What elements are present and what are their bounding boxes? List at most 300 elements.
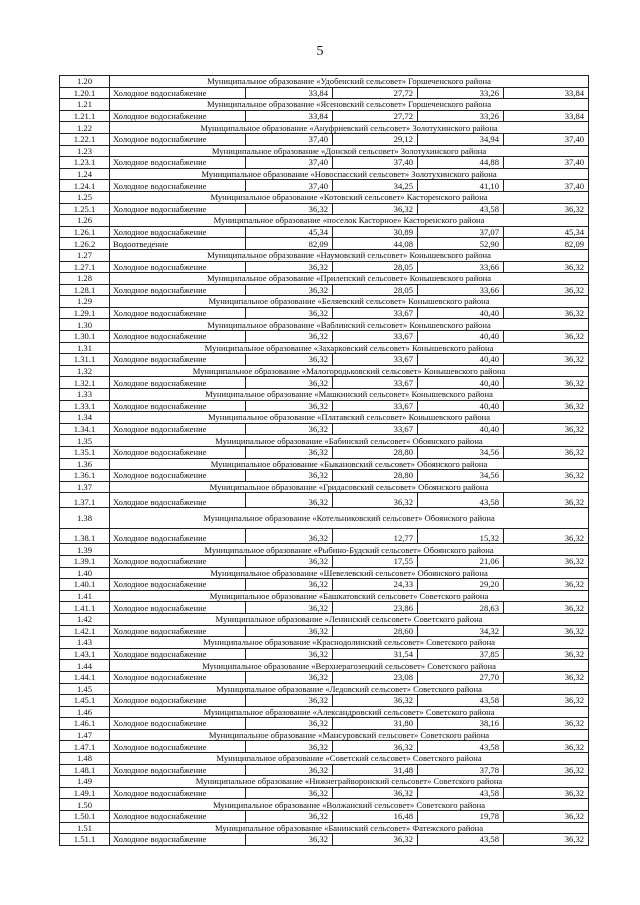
municipality-header-row xyxy=(60,637,589,649)
municipality-name-cell: Муниципальное образование «Машкинский сельсовет» Конышевского района xyxy=(110,389,589,401)
tariff-value-cell: 36,32 xyxy=(246,695,333,707)
row-number-cell: 1.26.2 xyxy=(60,238,110,250)
tariff-value-cell: 36,32 xyxy=(504,354,589,366)
service-name-cell: Холодное водоснабжение xyxy=(110,110,246,122)
tariff-row xyxy=(60,284,589,296)
municipality-header-row xyxy=(60,567,589,579)
tariff-value-cell: 43,58 xyxy=(418,741,504,753)
municipality-name-cell: Муниципальное образование «Платавский сельсовет» Конышевского района xyxy=(110,412,589,424)
municipality-header-row xyxy=(60,296,589,308)
municipality-header-row xyxy=(60,273,589,285)
tariff-value-cell: 28,05 xyxy=(333,261,418,273)
tariff-row xyxy=(60,787,589,799)
tariff-value-cell: 43,58 xyxy=(418,203,504,215)
row-number-cell: 1.30 xyxy=(60,319,110,331)
tariff-table xyxy=(59,75,589,846)
tariff-row xyxy=(60,625,589,637)
tariff-value-cell: 36,32 xyxy=(246,555,333,567)
tariff-row xyxy=(60,602,589,614)
municipality-name-cell: Муниципальное образование «Волжанский сельсовет» Советского района xyxy=(110,799,589,811)
tariff-value-cell: 36,32 xyxy=(246,811,333,823)
tariff-value-cell: 15,32 xyxy=(418,529,504,544)
tariff-value-cell: 23,08 xyxy=(333,671,418,683)
tariff-row xyxy=(60,470,589,482)
tariff-value-cell: 36,32 xyxy=(246,203,333,215)
municipality-header-row xyxy=(60,613,589,625)
tariff-value-cell: 23,86 xyxy=(333,602,418,614)
row-number-cell: 1.39.1 xyxy=(60,555,110,567)
row-number-cell: 1.29 xyxy=(60,296,110,308)
tariff-row xyxy=(60,331,589,343)
municipality-name-cell: Муниципальное образование «Бабинский сельсовет» Обоянского района xyxy=(110,435,589,447)
municipality-name-cell: Муниципальное образование «Котельниковский сельсовет» Обоянского района xyxy=(110,508,589,529)
municipality-name-cell: Муниципальное образование «Шевелевский сельсовет» Обоянского района xyxy=(110,567,589,579)
municipality-name-cell: Муниципальное образование «Наумовский сельсовет» Конышевского района xyxy=(110,249,589,261)
row-number-cell: 1.49.1 xyxy=(60,787,110,799)
row-number-cell: 1.20.1 xyxy=(60,87,110,99)
service-name-cell: Холодное водоснабжение xyxy=(110,226,246,238)
municipality-header-row xyxy=(60,660,589,672)
service-name-cell: Холодное водоснабжение xyxy=(110,284,246,296)
service-name-cell: Холодное водоснабжение xyxy=(110,354,246,366)
service-name-cell: Холодное водоснабжение xyxy=(110,555,246,567)
row-number-cell: 1.25 xyxy=(60,191,110,203)
tariff-value-cell: 36,32 xyxy=(504,284,589,296)
service-name-cell: Холодное водоснабжение xyxy=(110,157,246,169)
municipality-header-row xyxy=(60,319,589,331)
row-number-cell: 1.49 xyxy=(60,776,110,788)
tariff-row xyxy=(60,764,589,776)
tariff-value-cell: 36,32 xyxy=(246,307,333,319)
municipality-name-cell: Муниципальное образование «Александровский сельсовет» Советского района xyxy=(110,706,589,718)
service-name-cell: Холодное водоснабжение xyxy=(110,579,246,591)
tariff-value-cell: 36,32 xyxy=(504,787,589,799)
row-number-cell: 1.20 xyxy=(60,76,110,88)
tariff-value-cell: 33,67 xyxy=(333,331,418,343)
tariff-value-cell: 36,32 xyxy=(504,470,589,482)
row-number-cell: 1.32 xyxy=(60,365,110,377)
municipality-header-row xyxy=(60,458,589,470)
tariff-value-cell: 36,32 xyxy=(504,307,589,319)
service-name-cell: Холодное водоснабжение xyxy=(110,493,246,508)
tariff-value-cell: 41,10 xyxy=(418,180,504,192)
row-number-cell: 1.28.1 xyxy=(60,284,110,296)
row-number-cell: 1.46.1 xyxy=(60,718,110,730)
municipality-name-cell: Муниципальное образование «Ясеновский сельсовет» Горшеченского района xyxy=(110,99,589,111)
tariff-row xyxy=(60,555,589,567)
row-number-cell: 1.23.1 xyxy=(60,157,110,169)
row-number-cell: 1.34.1 xyxy=(60,423,110,435)
tariff-value-cell: 36,32 xyxy=(504,671,589,683)
municipality-name-cell: Муниципальное образование «Удобенский сельсовет» Горшеченского района xyxy=(110,76,589,88)
tariff-value-cell: 43,58 xyxy=(418,834,504,846)
row-number-cell: 1.32.1 xyxy=(60,377,110,389)
tariff-value-cell: 33,66 xyxy=(418,284,504,296)
municipality-name-cell: Муниципальное образование «Ленинский сельсовет» Советского района xyxy=(110,613,589,625)
municipality-header-row xyxy=(60,99,589,111)
tariff-value-cell: 29,12 xyxy=(333,133,418,145)
tariff-value-cell: 36,32 xyxy=(246,529,333,544)
tariff-value-cell: 36,32 xyxy=(246,331,333,343)
row-number-cell: 1.23 xyxy=(60,145,110,157)
row-number-cell: 1.45 xyxy=(60,683,110,695)
service-name-cell: Холодное водоснабжение xyxy=(110,180,246,192)
row-number-cell: 1.31.1 xyxy=(60,354,110,366)
municipality-header-row xyxy=(60,215,589,227)
service-name-cell: Холодное водоснабжение xyxy=(110,602,246,614)
tariff-value-cell: 36,32 xyxy=(246,400,333,412)
tariff-value-cell: 40,40 xyxy=(418,307,504,319)
tariff-value-cell: 29,20 xyxy=(418,579,504,591)
tariff-value-cell: 36,32 xyxy=(246,787,333,799)
tariff-value-cell: 31,54 xyxy=(333,648,418,660)
tariff-value-cell: 44,08 xyxy=(333,238,418,250)
row-number-cell: 1.24.1 xyxy=(60,180,110,192)
page-number: 5 xyxy=(316,44,324,59)
tariff-value-cell: 34,94 xyxy=(418,133,504,145)
service-name-cell: Холодное водоснабжение xyxy=(110,718,246,730)
row-number-cell: 1.45.1 xyxy=(60,695,110,707)
service-name-cell: Холодное водоснабжение xyxy=(110,787,246,799)
row-number-cell: 1.43 xyxy=(60,637,110,649)
municipality-header-row xyxy=(60,729,589,741)
row-number-cell: 1.33.1 xyxy=(60,400,110,412)
tariff-value-cell: 36,32 xyxy=(504,579,589,591)
tariff-row xyxy=(60,579,589,591)
tariff-value-cell: 33,84 xyxy=(246,110,333,122)
tariff-value-cell: 36,32 xyxy=(504,261,589,273)
tariff-value-cell: 27,72 xyxy=(333,87,418,99)
municipality-name-cell: Муниципальное образование «Гридасовский сельсовет» Обоянского района xyxy=(110,481,589,493)
tariff-value-cell: 21,06 xyxy=(418,555,504,567)
tariff-row xyxy=(60,671,589,683)
municipality-header-row xyxy=(60,481,589,493)
tariff-row xyxy=(60,400,589,412)
tariff-value-cell: 36,32 xyxy=(246,470,333,482)
tariff-value-cell: 33,66 xyxy=(418,261,504,273)
row-number-cell: 1.40.1 xyxy=(60,579,110,591)
municipality-header-row xyxy=(60,544,589,556)
tariff-value-cell: 36,32 xyxy=(504,400,589,412)
tariff-row xyxy=(60,493,589,508)
municipality-name-cell: Муниципальное образование «Ледовский сельсовет» Советского района xyxy=(110,683,589,695)
tariff-value-cell: 28,80 xyxy=(333,470,418,482)
tariff-value-cell: 43,58 xyxy=(418,493,504,508)
tariff-value-cell: 37,85 xyxy=(418,648,504,660)
municipality-name-cell: Муниципальное образование «Ваблинский сельсовет» Конышевского района xyxy=(110,319,589,331)
tariff-value-cell: 30,89 xyxy=(333,226,418,238)
tariff-value-cell: 36,32 xyxy=(246,671,333,683)
service-name-cell: Холодное водоснабжение xyxy=(110,470,246,482)
tariff-value-cell: 36,32 xyxy=(504,423,589,435)
tariff-value-cell: 40,40 xyxy=(418,377,504,389)
tariff-value-cell: 82,09 xyxy=(504,238,589,250)
municipality-header-row xyxy=(60,683,589,695)
municipality-header-row xyxy=(60,799,589,811)
tariff-row xyxy=(60,741,589,753)
municipality-name-cell: Муниципальное образование «Мансуровский сельсовет» Советского района xyxy=(110,729,589,741)
tariff-value-cell: 40,40 xyxy=(418,423,504,435)
municipality-name-cell: Муниципальное образование «Захарковский сельсовет» Конышевского района xyxy=(110,342,589,354)
tariff-value-cell: 34,32 xyxy=(418,625,504,637)
tariff-value-cell: 36,32 xyxy=(246,284,333,296)
service-name-cell: Холодное водоснабжение xyxy=(110,529,246,544)
tariff-value-cell: 36,32 xyxy=(246,579,333,591)
row-number-cell: 1.22.1 xyxy=(60,133,110,145)
row-number-cell: 1.21.1 xyxy=(60,110,110,122)
row-number-cell: 1.41.1 xyxy=(60,602,110,614)
tariff-value-cell: 82,09 xyxy=(246,238,333,250)
tariff-value-cell: 37,40 xyxy=(246,157,333,169)
tariff-row xyxy=(60,377,589,389)
tariff-row xyxy=(60,695,589,707)
row-number-cell: 1.41 xyxy=(60,590,110,602)
row-number-cell: 1.37.1 xyxy=(60,493,110,508)
municipality-header-row xyxy=(60,753,589,765)
municipality-name-cell: Муниципальное образование «Башкатовский сельсовет» Советского района xyxy=(110,590,589,602)
tariff-value-cell: 40,40 xyxy=(418,331,504,343)
service-name-cell: Холодное водоснабжение xyxy=(110,133,246,145)
tariff-value-cell: 37,07 xyxy=(418,226,504,238)
tariff-value-cell: 17,55 xyxy=(333,555,418,567)
tariff-row xyxy=(60,226,589,238)
row-number-cell: 1.36 xyxy=(60,458,110,470)
tariff-row xyxy=(60,834,589,846)
tariff-value-cell: 36,32 xyxy=(333,741,418,753)
tariff-value-cell: 36,32 xyxy=(333,493,418,508)
row-number-cell: 1.48 xyxy=(60,753,110,765)
tariff-row xyxy=(60,529,589,544)
tariff-row xyxy=(60,811,589,823)
row-number-cell: 1.37 xyxy=(60,481,110,493)
tariff-value-cell: 36,32 xyxy=(246,493,333,508)
tariff-value-cell: 12,77 xyxy=(333,529,418,544)
municipality-name-cell: Муниципальное образование «Быкановский сельсовет» Обоянского района xyxy=(110,458,589,470)
tariff-value-cell: 36,32 xyxy=(246,648,333,660)
tariff-value-cell: 36,32 xyxy=(504,555,589,567)
municipality-header-row xyxy=(60,590,589,602)
municipality-header-row xyxy=(60,342,589,354)
tariff-value-cell: 36,32 xyxy=(504,718,589,730)
tariff-value-cell: 33,67 xyxy=(333,354,418,366)
row-number-cell: 1.30.1 xyxy=(60,331,110,343)
municipality-name-cell: Муниципальное образование «Донской сельсовет» Золотухинского района xyxy=(110,145,589,157)
tariff-value-cell: 33,26 xyxy=(418,110,504,122)
row-number-cell: 1.25.1 xyxy=(60,203,110,215)
service-name-cell: Холодное водоснабжение xyxy=(110,203,246,215)
row-number-cell: 1.38.1 xyxy=(60,529,110,544)
municipality-name-cell: Муниципальное образование «Рыбино-Будский сельсовет» Обоянского района xyxy=(110,544,589,556)
tariff-value-cell: 36,32 xyxy=(504,811,589,823)
tariff-value-cell: 37,78 xyxy=(418,764,504,776)
service-name-cell: Холодное водоснабжение xyxy=(110,423,246,435)
row-number-cell: 1.47 xyxy=(60,729,110,741)
tariff-value-cell: 27,70 xyxy=(418,671,504,683)
tariff-value-cell: 36,32 xyxy=(504,493,589,508)
row-number-cell: 1.24 xyxy=(60,168,110,180)
tariff-value-cell: 36,32 xyxy=(246,377,333,389)
tariff-row xyxy=(60,238,589,250)
tariff-value-cell: 36,32 xyxy=(504,741,589,753)
municipality-name-cell: Муниципальное образование «поселок Касторное» Касторенского района xyxy=(110,215,589,227)
row-number-cell: 1.26 xyxy=(60,215,110,227)
municipality-header-row xyxy=(60,389,589,401)
row-number-cell: 1.38 xyxy=(60,508,110,529)
tariff-value-cell: 36,32 xyxy=(504,695,589,707)
tariff-table-body xyxy=(60,76,589,846)
tariff-value-cell: 36,32 xyxy=(246,354,333,366)
service-name-cell: Холодное водоснабжение xyxy=(110,447,246,459)
tariff-value-cell: 37,40 xyxy=(246,180,333,192)
tariff-value-cell: 37,40 xyxy=(504,157,589,169)
municipality-header-row xyxy=(60,249,589,261)
service-name-cell: Холодное водоснабжение xyxy=(110,741,246,753)
service-name-cell: Холодное водоснабжение xyxy=(110,695,246,707)
tariff-row xyxy=(60,157,589,169)
tariff-value-cell: 36,32 xyxy=(246,423,333,435)
row-number-cell: 1.43.1 xyxy=(60,648,110,660)
row-number-cell: 1.33 xyxy=(60,389,110,401)
tariff-row xyxy=(60,180,589,192)
tariff-row xyxy=(60,718,589,730)
row-number-cell: 1.34 xyxy=(60,412,110,424)
tariff-value-cell: 36,32 xyxy=(246,261,333,273)
municipality-header-row xyxy=(60,76,589,88)
row-number-cell: 1.27 xyxy=(60,249,110,261)
row-number-cell: 1.21 xyxy=(60,99,110,111)
tariff-value-cell: 34,56 xyxy=(418,470,504,482)
row-number-cell: 1.44.1 xyxy=(60,671,110,683)
municipality-name-cell: Муниципальное образование «Верхнерагозецкий сельсовет» Советского района xyxy=(110,660,589,672)
row-number-cell: 1.31 xyxy=(60,342,110,354)
service-name-cell: Водоотведение xyxy=(110,238,246,250)
municipality-header-row xyxy=(60,706,589,718)
tariff-value-cell: 36,32 xyxy=(504,602,589,614)
tariff-value-cell: 45,34 xyxy=(504,226,589,238)
service-name-cell: Холодное водоснабжение xyxy=(110,671,246,683)
tariff-value-cell: 33,84 xyxy=(504,87,589,99)
service-name-cell: Холодное водоснабжение xyxy=(110,811,246,823)
municipality-header-row xyxy=(60,508,589,529)
tariff-row xyxy=(60,307,589,319)
tariff-value-cell: 38,16 xyxy=(418,718,504,730)
service-name-cell: Холодное водоснабжение xyxy=(110,377,246,389)
tariff-value-cell: 37,40 xyxy=(504,180,589,192)
tariff-value-cell: 37,40 xyxy=(246,133,333,145)
service-name-cell: Холодное водоснабжение xyxy=(110,331,246,343)
row-number-cell: 1.26.1 xyxy=(60,226,110,238)
municipality-name-cell: Муниципальное образование «Прилепский сельсовет» Конышевского района xyxy=(110,273,589,285)
service-name-cell: Холодное водоснабжение xyxy=(110,261,246,273)
row-number-cell: 1.22 xyxy=(60,122,110,134)
tariff-value-cell: 36,32 xyxy=(333,203,418,215)
tariff-value-cell: 24,33 xyxy=(333,579,418,591)
municipality-name-cell: Муниципальное образование «Краснодолинский сельсовет» Советского района xyxy=(110,637,589,649)
municipality-header-row xyxy=(60,822,589,834)
tariff-value-cell: 36,32 xyxy=(246,447,333,459)
tariff-value-cell: 33,67 xyxy=(333,307,418,319)
tariff-value-cell: 36,32 xyxy=(504,447,589,459)
tariff-value-cell: 37,40 xyxy=(504,133,589,145)
row-number-cell: 1.39 xyxy=(60,544,110,556)
tariff-value-cell: 33,67 xyxy=(333,377,418,389)
tariff-value-cell: 36,32 xyxy=(246,741,333,753)
row-number-cell: 1.27.1 xyxy=(60,261,110,273)
municipality-name-cell: Муниципальное образование «Беляевский сельсовет» Конышевского района xyxy=(110,296,589,308)
row-number-cell: 1.50.1 xyxy=(60,811,110,823)
tariff-value-cell: 43,58 xyxy=(418,787,504,799)
row-number-cell: 1.44 xyxy=(60,660,110,672)
row-number-cell: 1.42.1 xyxy=(60,625,110,637)
tariff-value-cell: 33,84 xyxy=(504,110,589,122)
tariff-value-cell: 40,40 xyxy=(418,400,504,412)
tariff-value-cell: 28,05 xyxy=(333,284,418,296)
tariff-value-cell: 19,78 xyxy=(418,811,504,823)
row-number-cell: 1.47.1 xyxy=(60,741,110,753)
municipality-header-row xyxy=(60,435,589,447)
row-number-cell: 1.51 xyxy=(60,822,110,834)
tariff-value-cell: 36,32 xyxy=(504,764,589,776)
municipality-name-cell: Муниципальное образование «Советский сельсовет» Советского района xyxy=(110,753,589,765)
municipality-header-row xyxy=(60,122,589,134)
tariff-value-cell: 36,32 xyxy=(246,718,333,730)
row-number-cell: 1.35.1 xyxy=(60,447,110,459)
tariff-value-cell: 28,80 xyxy=(333,447,418,459)
tariff-value-cell: 36,32 xyxy=(504,331,589,343)
municipality-header-row xyxy=(60,365,589,377)
service-name-cell: Холодное водоснабжение xyxy=(110,625,246,637)
row-number-cell: 1.40 xyxy=(60,567,110,579)
row-number-cell: 1.42 xyxy=(60,613,110,625)
municipality-header-row xyxy=(60,412,589,424)
tariff-value-cell: 36,32 xyxy=(333,787,418,799)
tariff-value-cell: 33,84 xyxy=(246,87,333,99)
row-number-cell: 1.35 xyxy=(60,435,110,447)
row-number-cell: 1.29.1 xyxy=(60,307,110,319)
tariff-value-cell: 31,48 xyxy=(333,764,418,776)
tariff-row xyxy=(60,110,589,122)
tariff-row xyxy=(60,261,589,273)
tariff-value-cell: 31,80 xyxy=(333,718,418,730)
row-number-cell: 1.36.1 xyxy=(60,470,110,482)
municipality-header-row xyxy=(60,776,589,788)
tariff-value-cell: 36,32 xyxy=(504,834,589,846)
municipality-header-row xyxy=(60,145,589,157)
service-name-cell: Холодное водоснабжение xyxy=(110,307,246,319)
tariff-value-cell: 36,32 xyxy=(504,648,589,660)
tariff-value-cell: 36,32 xyxy=(504,529,589,544)
service-name-cell: Холодное водоснабжение xyxy=(110,834,246,846)
tariff-value-cell: 36,32 xyxy=(246,834,333,846)
service-name-cell: Холодное водоснабжение xyxy=(110,648,246,660)
municipality-header-row xyxy=(60,168,589,180)
tariff-row xyxy=(60,203,589,215)
tariff-value-cell: 36,32 xyxy=(246,764,333,776)
municipality-name-cell: Муниципальное образование «Нижнеграйворонский сельсовет» Советского района xyxy=(110,776,589,788)
service-name-cell: Холодное водоснабжение xyxy=(110,400,246,412)
tariff-row xyxy=(60,447,589,459)
tariff-value-cell: 36,32 xyxy=(504,377,589,389)
tariff-value-cell: 34,56 xyxy=(418,447,504,459)
tariff-value-cell: 52,90 xyxy=(418,238,504,250)
tariff-value-cell: 28,60 xyxy=(333,625,418,637)
tariff-value-cell: 36,32 xyxy=(333,695,418,707)
municipality-name-cell: Муниципальное образование «Банинский сельсовет» Фатежского района xyxy=(110,822,589,834)
row-number-cell: 1.50 xyxy=(60,799,110,811)
tariff-value-cell: 16,48 xyxy=(333,811,418,823)
tariff-row xyxy=(60,354,589,366)
row-number-cell: 1.51.1 xyxy=(60,834,110,846)
